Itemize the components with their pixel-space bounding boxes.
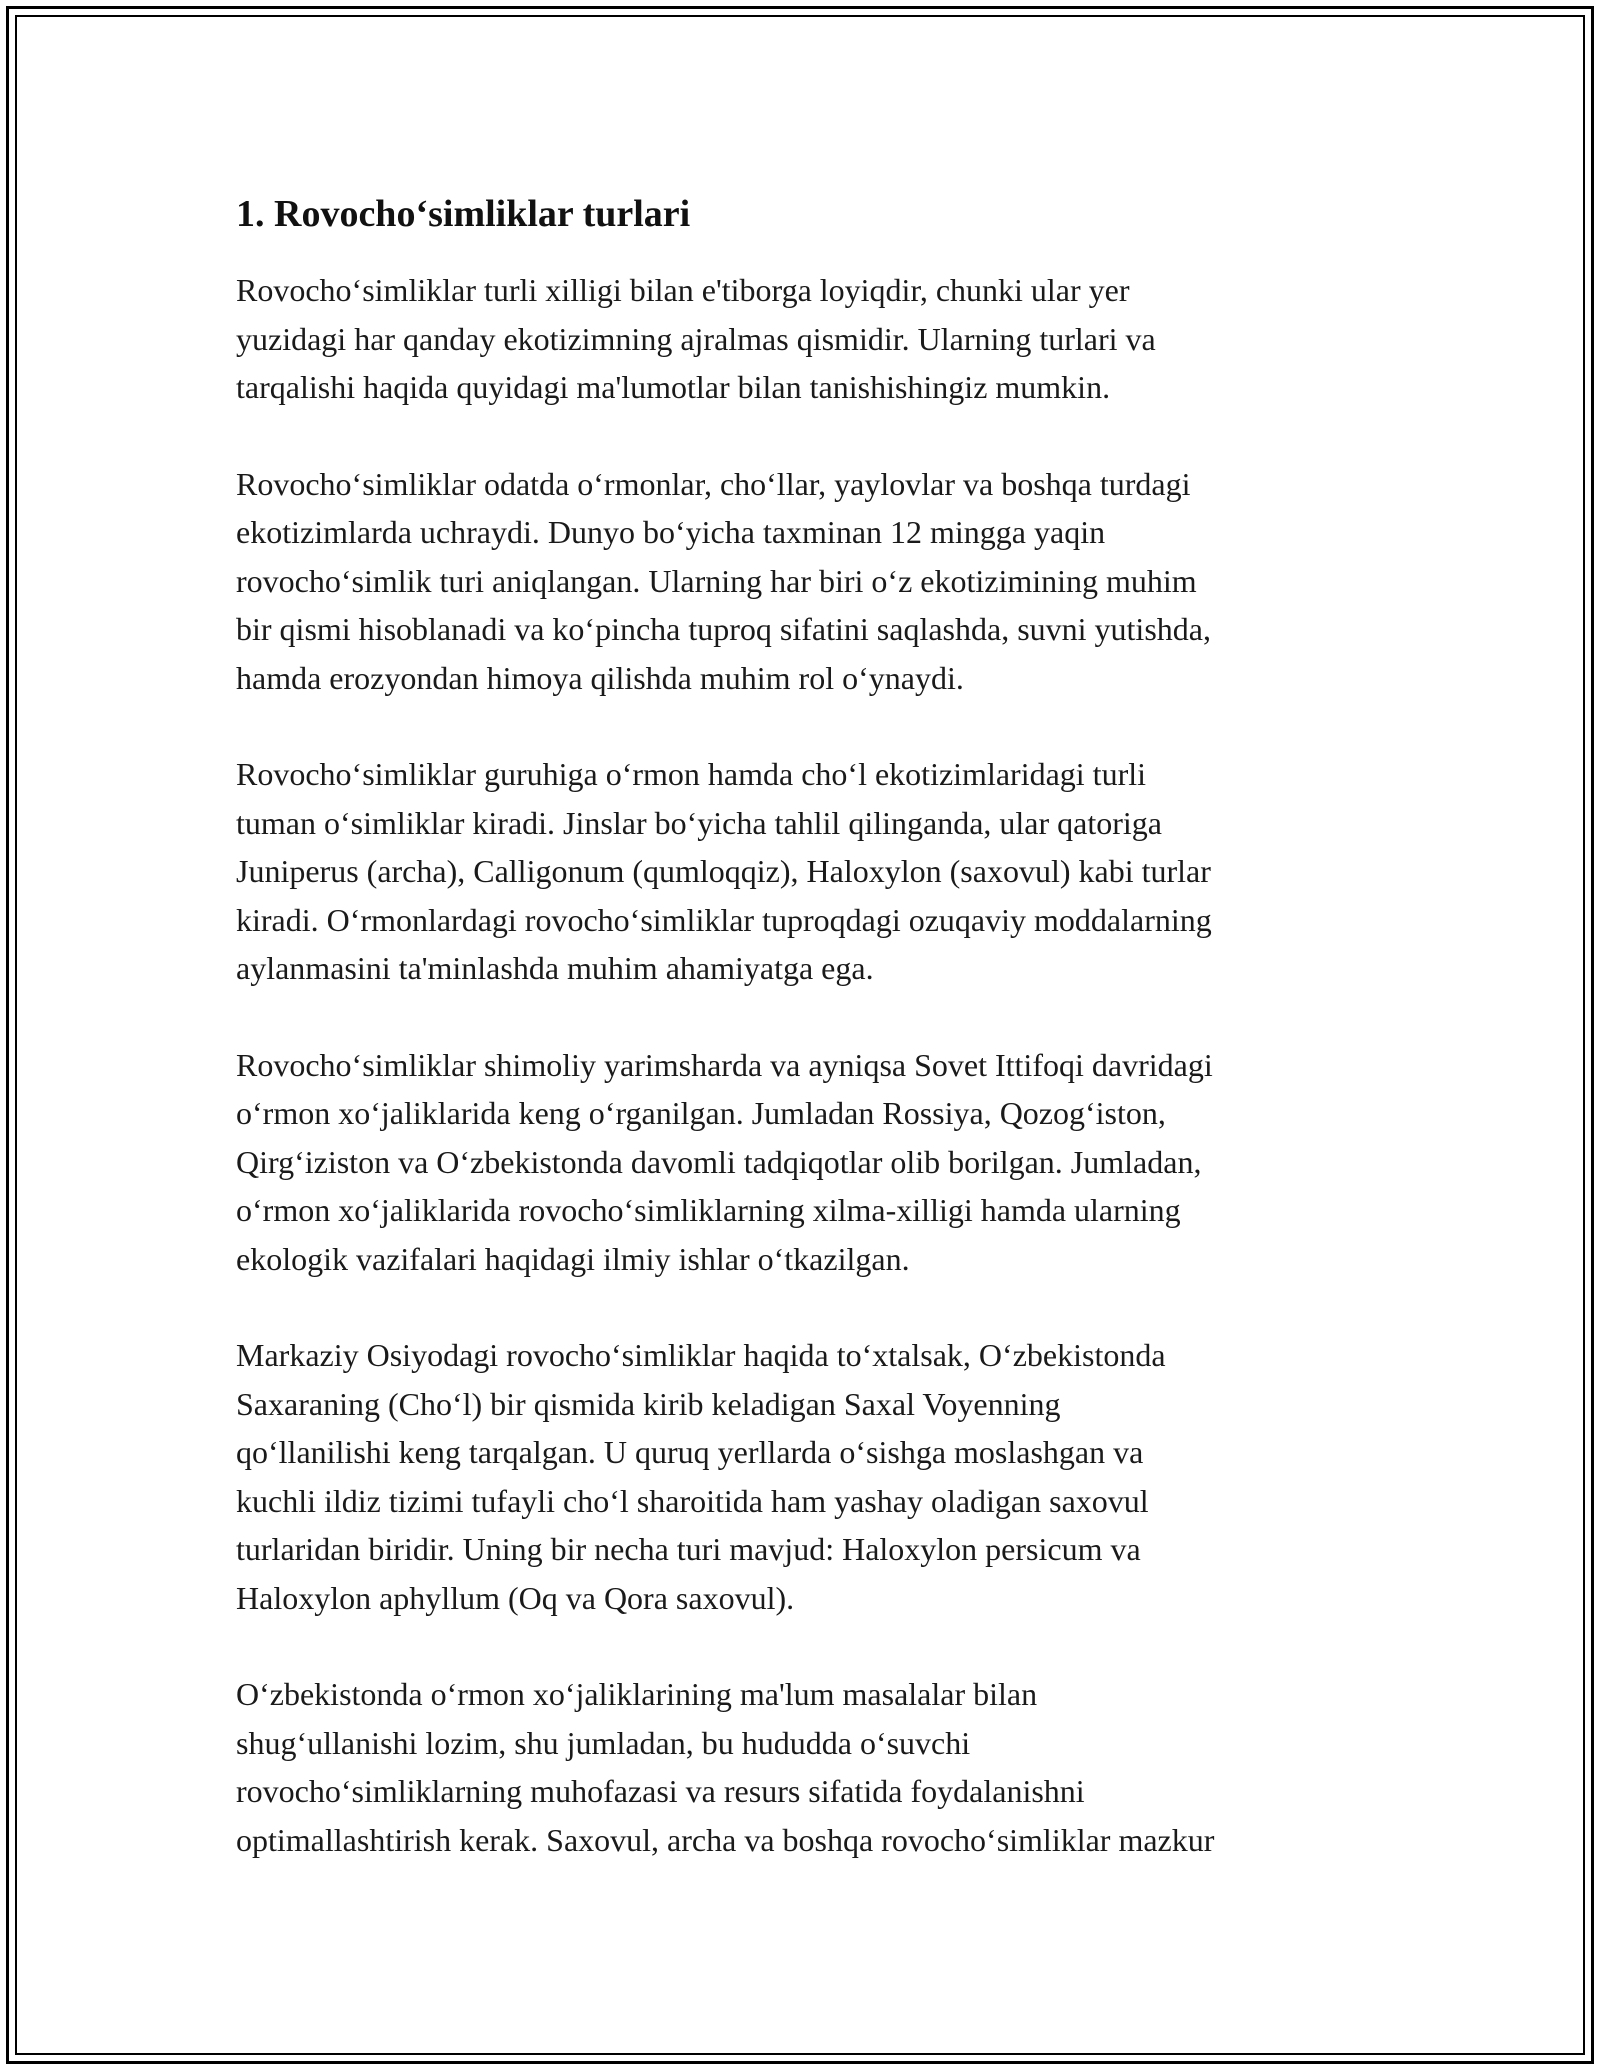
text-line: yuzidagi har qanday ekotizimning ajralmas qismidir. Ularning turlari va [236,320,1156,357]
text-line: tuman o‘simliklar kiradi. Jinslar bo‘yicha tahlil qilinganda, ular qatoriga [236,804,1162,841]
text-line: turlaridan biridir. Uning bir necha turi mavjud: Haloxylon persicum va [236,1531,1141,1567]
paragraph-3 [236,750,1376,993]
text-line: aylanmasini ta'minlashda muhim ahamiyatga ega. [236,950,874,986]
text-line: Saxaraning (Cho‘l) bir qismida kirib keladigan Saxal Voyenning [236,1385,1061,1422]
text-line: ekotizimlarda uchraydi. Dunyo bo‘yicha taxminan 12 mingga yaqin [236,514,1106,550]
paragraph-1 [236,266,1376,412]
text-line: qo‘llanilishi keng tarqalgan. U quruq yerllarda o‘sishga moslashgan va [236,1434,1144,1470]
text-line: kuchli ildiz tizimi tufayli cho‘l sharoitida ham yashay oladigan saxovul [236,1482,1149,1519]
text-line: hamda erozyondan himoya qilishda muhim rol o‘ynaydi. [236,659,964,696]
text-line: Rovocho‘simliklar odatda o‘rmonlar, cho‘llar, yaylovlar va boshqa turdagi [236,465,1191,502]
text-line: o‘rmon xo‘jaliklarida rovocho‘simliklarning xilma-xilligi hamda ularning [236,1192,1181,1228]
text-line: rovocho‘simlik turi aniqlangan. Ularning har biri o‘z ekotizimining muhim [236,562,1197,599]
text-line: Haloxylon aphyllum (Oq va Qora saxovul). [236,1579,795,1616]
paragraph-2 [236,460,1376,703]
text-line: optimallashtirish kerak. Saxovul, archa va boshqa rovocho‘simliklar mazkur [236,1821,1215,1858]
text-line: ekologik vazifalari haqidagi ilmiy ishlar o‘tkazilgan. [236,1240,910,1277]
section-title: 1. Rovocho‘simliklar turlari [236,193,691,235]
text-line: rovocho‘simliklarning muhofazasi va resurs sifatida foydalanishni [236,1773,1085,1809]
paragraph-5 [236,1331,1376,1622]
text-line: Markaziy Osiyodagi rovocho‘simliklar haqida to‘xtalsak, O‘zbekistonda [236,1337,1166,1373]
text-line: bir qismi hisoblanadi va ko‘pincha tuproq sifatini saqlashda, suvni yutishda, [236,611,1211,647]
text-line: kiradi. O‘rmonlardagi rovocho‘simliklar tuproqdagi ozuqaviy moddalarning [236,901,1212,938]
text-line: tarqalishi haqida quyidagi ma'lumotlar bilan tanishishingiz mumkin. [236,369,1111,405]
text-line: shug‘ullanishi lozim, shu jumladan, bu hududda o‘suvchi [236,1724,971,1761]
paragraph-6 [236,1670,1376,1864]
text-line: Rovocho‘simliklar shimoliy yarimsharda va ayniqsa Sovet Ittifoqi davridagi [236,1046,1213,1083]
text-line: Rovocho‘simliklar turli xilligi bilan e'tiborga loyiqdir, chunki ular yer [236,272,1130,308]
text-line: Rovocho‘simliklar guruhiga o‘rmon hamda cho‘l ekotizimlaridagi turli [236,756,1146,792]
document-body [236,190,1376,1912]
text-line: Qirg‘iziston va O‘zbekistonda davomli tadqiqotlar olib borilgan. Jumladan, [236,1143,1202,1180]
text-line: O‘zbekistonda o‘rmon xo‘jaliklarining ma'lum masalalar bilan [236,1676,1038,1712]
text-line: Juniperus (archa), Calligonum (qumloqqiz), Haloxylon (saxovul) kabi turlar [236,853,1211,889]
text-line: o‘rmon xo‘jaliklarida keng o‘rganilgan. Jumladan Rossiya, Qozog‘iston, [236,1095,1166,1131]
paragraph-4 [236,1041,1376,1284]
